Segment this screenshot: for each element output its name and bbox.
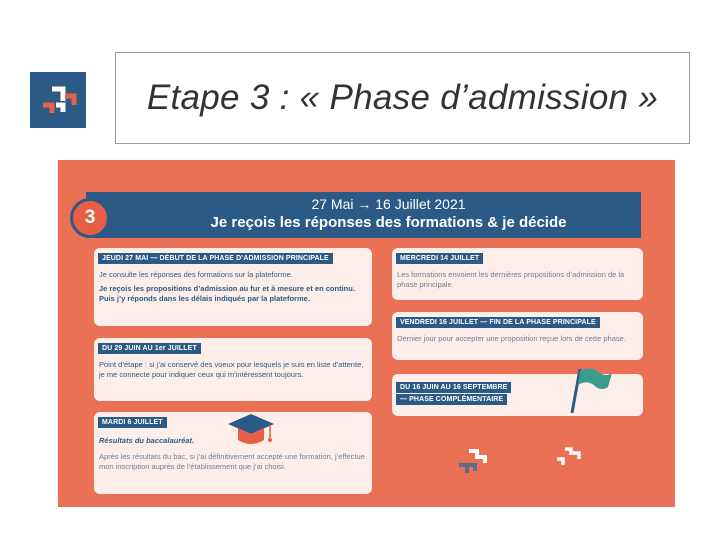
- parcoursup-logo: [30, 72, 86, 128]
- flag-icon: [562, 365, 614, 415]
- card-text: Point d’étape : si j’ai conservé des voeux pour lesquels je suis en liste d’attente, je me connecte pour indiquer ceux qui m’intéressent toujours.: [99, 360, 364, 379]
- card-tag: DU 16 JUIN AU 16 SEPTEMBRE: [396, 382, 511, 393]
- card-tag: MARDI 6 JUILLET: [98, 417, 167, 428]
- card-text: Je consulte les réponses des formations sur la plateforme.: [99, 270, 293, 279]
- card-tag: DU 29 JUIN AU 1er JUILLET: [98, 343, 201, 354]
- parcoursup-arrows-icon: [30, 72, 86, 128]
- banner-heading: Je reçois les réponses des formations & je décide: [210, 214, 567, 231]
- card-end-main-phase: [392, 312, 643, 360]
- slide-title: Etape 3 : « Phase d’admission »: [146, 78, 659, 117]
- card-admission-start: [94, 248, 372, 326]
- infographic-panel: [58, 160, 675, 507]
- slide-title-box: [115, 52, 690, 144]
- card-tag: JEUDI 27 MAI — DÉBUT DE LA PHASE D’ADMISSION PRINCIPALE: [98, 253, 333, 264]
- date-range: 27 Mai → 16 Juillet 2021: [311, 196, 466, 212]
- arrows-decoration-icon: [453, 443, 493, 483]
- card-tag: — PHASE COMPLÉMENTAIRE: [396, 394, 507, 405]
- card-tag: VENDREDI 16 JUILLET — FIN DE LA PHASE PRINCIPALE: [396, 317, 600, 328]
- card-text: Dernier jour pour accepter une proposition reçue lors de cette phase.: [397, 334, 626, 343]
- header-banner: [86, 192, 641, 238]
- card-text: Je reçois les propositions d’admission au fur et à mesure et en continu. Puis j’y réponds dans les délais indiqués par la plateforme.: [99, 284, 355, 303]
- card-tag: MERCREDI 14 JUILLET: [396, 253, 483, 264]
- card-text: Résultats du baccalauréat.: [99, 436, 195, 445]
- card-text: Après les résultats du bac, si j’ai définitivement accepté une formation, j’effectue mon inscription auprès de l’établissement que j’ai choisi.: [99, 452, 365, 471]
- graduation-cap-icon: [226, 410, 276, 454]
- step-number-badge: 3: [70, 198, 110, 238]
- card-checkpoint: [94, 338, 372, 401]
- card-text: Les formations envoient les dernières propositions d’admission de la phase principale.: [397, 270, 625, 289]
- card-last-proposals: [392, 248, 643, 300]
- arrows-decoration-icon: [553, 443, 583, 473]
